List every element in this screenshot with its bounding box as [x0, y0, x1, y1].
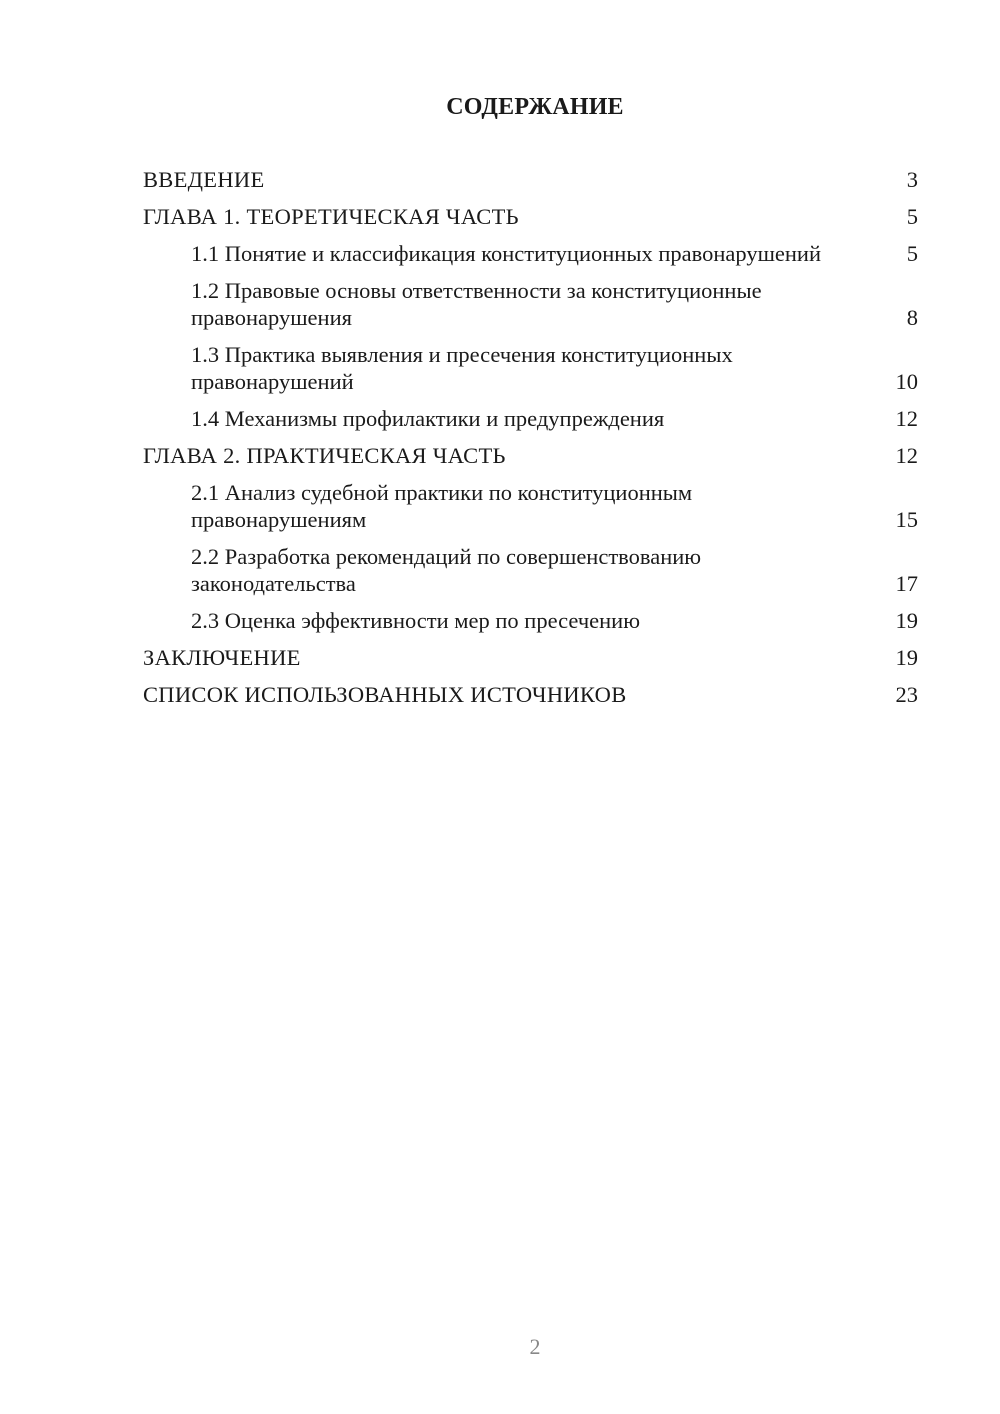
toc-entry-page: 3 [906, 167, 918, 192]
toc-entry-label: ЗАКЛЮЧЕНИЕ [143, 645, 301, 670]
page-number: 2 [529, 1334, 541, 1359]
toc-entry-page: 19 [895, 608, 918, 633]
toc-entry-label: 1.1 Понятие и классификация конституционных правонарушений [191, 241, 821, 266]
toc-entry-chapter-2[interactable] [143, 442, 918, 469]
toc-entry-page: 8 [906, 305, 918, 330]
page-title: СОДЕРЖАНИЕ [446, 94, 624, 120]
toc-entry-label: 1.4 Механизмы профилактики и предупреждения [191, 406, 665, 431]
toc-entry-label: ВВЕДЕНИЕ [143, 167, 265, 192]
toc-entry-section-1-1[interactable] [143, 240, 918, 267]
toc-entry-page: 19 [895, 645, 918, 670]
toc-entry-section-2-1[interactable] [143, 479, 918, 533]
toc-entry-label: ГЛАВА 1. ТЕОРЕТИЧЕСКАЯ ЧАСТЬ [143, 204, 519, 229]
toc-entry-page: 17 [895, 571, 918, 596]
toc-entry-label: 2.1 Анализ судебной практики по конституционным правонарушениям [191, 480, 693, 532]
toc-entry-section-2-3[interactable] [143, 607, 918, 634]
toc-entry-label: 2.3 Оценка эффективности мер по пресечению [191, 608, 641, 633]
toc-entry-page: 10 [895, 369, 918, 394]
toc-entry-label: 2.2 Разработка рекомендаций по совершенствованию законодательства [191, 544, 702, 596]
toc-entry-label: 1.2 Правовые основы ответственности за конституционные правонарушения [191, 278, 762, 330]
toc-entry-page: 5 [906, 241, 918, 266]
toc-entry-section-2-2[interactable] [143, 543, 918, 597]
table-of-contents [143, 166, 918, 718]
toc-entry-section-1-4[interactable] [143, 405, 918, 432]
toc-entry-page: 23 [895, 682, 918, 707]
toc-entry-page: 5 [906, 204, 918, 229]
toc-entry-references[interactable] [143, 681, 918, 708]
toc-entry-label: СПИСОК ИСПОЛЬЗОВАННЫХ ИСТОЧНИКОВ [143, 682, 627, 707]
toc-entry-section-1-3[interactable] [143, 341, 918, 395]
toc-entry-section-1-2[interactable] [143, 277, 918, 331]
toc-entry-page: 15 [895, 507, 918, 532]
toc-entry-conclusion[interactable] [143, 644, 918, 671]
toc-entry-page: 12 [895, 406, 918, 431]
toc-entry-chapter-1[interactable] [143, 203, 918, 230]
toc-entry-page: 12 [895, 443, 918, 468]
toc-entry-introduction[interactable] [143, 166, 918, 193]
toc-entry-label: 1.3 Практика выявления и пресечения конституционных правонарушений [191, 342, 733, 394]
toc-entry-label: ГЛАВА 2. ПРАКТИЧЕСКАЯ ЧАСТЬ [143, 443, 506, 468]
